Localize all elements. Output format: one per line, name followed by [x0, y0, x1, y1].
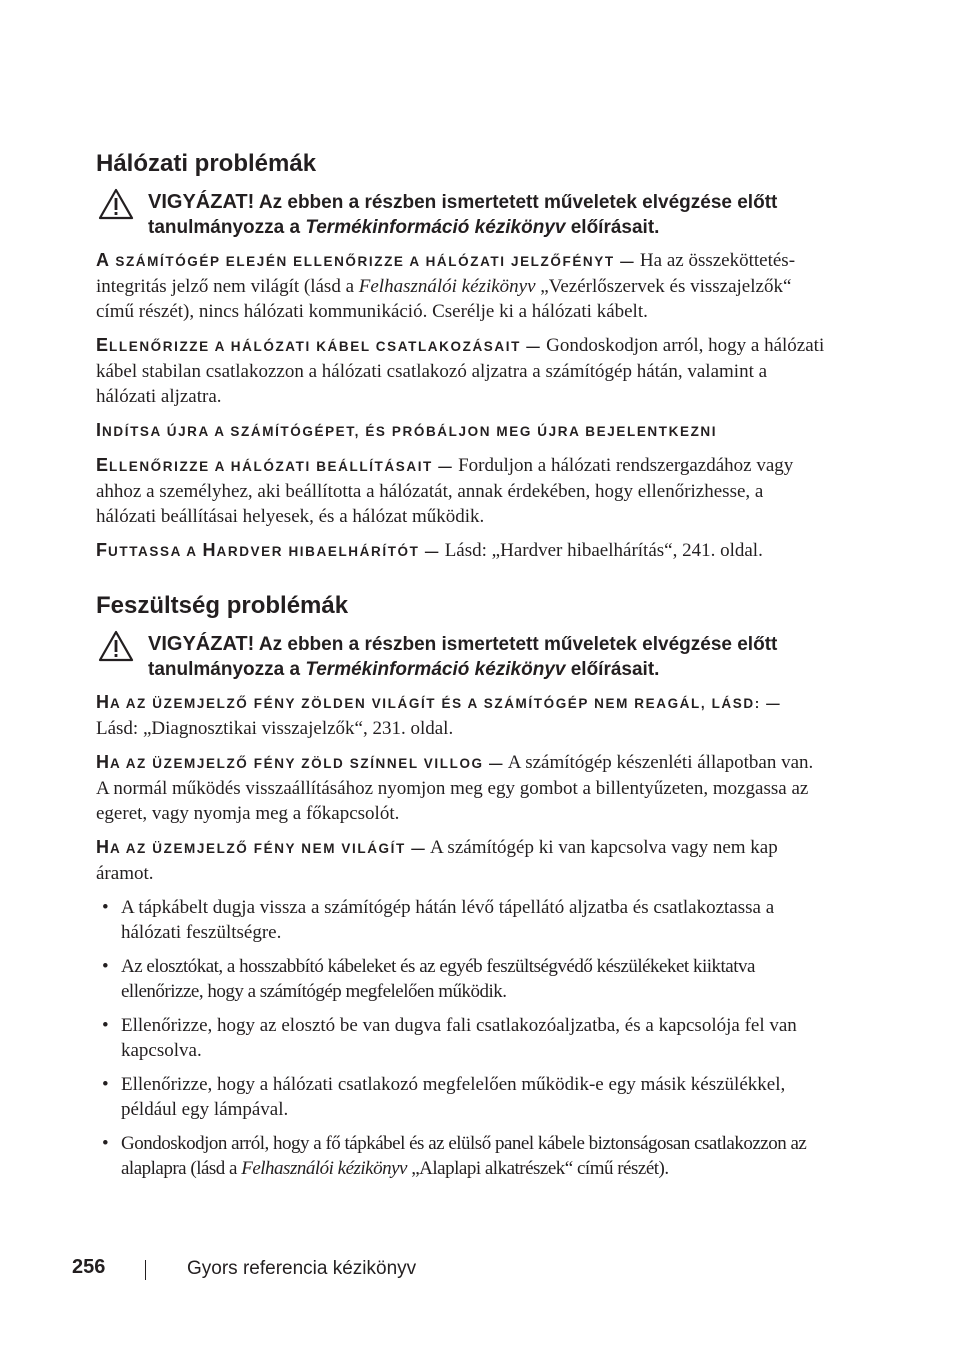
list-item: • Ellenőrizze, hogy az elosztó be van dugva fali csatlakozóaljzatba, és a kapcsolója fel van kapcsolva.	[102, 1015, 797, 1061]
footer-divider	[145, 1260, 146, 1280]
list-item: • Gondoskodjon arról, hogy a fő tápkábel és az elülső panel kábele biztonságosan csatlakozzon az alaplapra (lásd a Felhasználói kézikönyv „Alaplapi alkatrészek“ című részét).	[102, 1133, 807, 1179]
item-heading: A SZÁMÍTÓGÉP ELEJÉN ELLENŐRIZZE A HÁLÓZATI JELZŐFÉNYT —	[96, 250, 636, 270]
page-content	[96, 150, 826, 1190]
footer-title: Gyors referencia kézikönyv	[187, 1258, 417, 1279]
warning-triangle-icon	[98, 630, 134, 662]
troubleshoot-item: ELLENŐRIZZE A HÁLÓZATI BEÁLLÍTÁSAIT — Forduljon a hálózati rendszergazdához vagy ahhoz a személyhez, aki beállította a hálózatát, annak érdekében, hogy ellenőrizhesse, a hálózati beállításai helyesek, és a hálózat működik.	[96, 455, 794, 527]
troubleshoot-item	[96, 418, 826, 444]
item-heading: ELLENŐRIZZE A HÁLÓZATI KÁBEL CSATLAKOZÁSAIT —	[96, 335, 542, 355]
item-heading: HA AZ ÜZEMJELZŐ FÉNY NEM VILÁGÍT —	[96, 837, 427, 857]
list-item: • Az elosztókat, a hosszabbító kábeleket és az egyéb feszültségvédő készülékeket kiiktatva ellenőrizze, hogy a számítógép megfelelően működik.	[102, 956, 755, 1002]
troubleshoot-item: HA AZ ÜZEMJELZŐ FÉNY ZÖLD SZÍNNEL VILLOG — A számítógép készenléti állapotban van. A normál működés visszaállításához nyomjon meg egy gombot a billentyűzeten, mozgassa az egeret, vagy nyomja meg a főkapcsolót.	[96, 752, 814, 824]
bullet-icon: •	[102, 897, 109, 918]
power-checklist	[96, 895, 826, 1181]
bullet-icon: •	[102, 956, 109, 977]
list-item: • Ellenőrizze, hogy a hálózati csatlakozó megfelelően működik-e egy másik készülékkel, például egy lámpával.	[102, 1074, 786, 1120]
item-heading: FUTTASSA A HARDVER HIBAELHÁRÍTÓT —	[96, 540, 440, 560]
page-footer	[72, 1256, 772, 1286]
section-title-power: Feszültség problémák	[96, 592, 349, 619]
warning-triangle-icon	[98, 188, 134, 220]
caution-note: VIGYÁZAT! Az ebben a részben ismertetett műveletek elvégzése előtt tanulmányozza a Termékinformáció kézikönyv előírásait.	[96, 632, 826, 682]
troubleshoot-item: HA AZ ÜZEMJELZŐ FÉNY NEM VILÁGÍT — A számítógép ki van kapcsolva vagy nem kap áramot.	[96, 837, 778, 884]
item-heading: HA AZ ÜZEMJELZŐ FÉNY ZÖLD SZÍNNEL VILLOG —	[96, 752, 505, 772]
caution-label: VIGYÁZAT!	[148, 633, 255, 655]
troubleshoot-item: A SZÁMÍTÓGÉP ELEJÉN ELLENŐRIZZE A HÁLÓZATI JELZŐFÉNYT — Ha az összeköttetés-integritás jelző nem világít (lásd a Felhasználói kézikönyv „Vezérlőszervek és visszajelzők“ című részét), nincs hálózati kommunikáció. Cserélje ki a hálózati kábelt.	[96, 250, 796, 322]
troubleshoot-item: HA AZ ÜZEMJELZŐ FÉNY ZÖLDEN VILÁGÍT ÉS A SZÁMÍTÓGÉP NEM REAGÁL, LÁSD: — Lásd: „Diagnosztikai visszajelzők“, 231. oldal.	[96, 692, 782, 739]
caution-label: VIGYÁZAT!	[148, 191, 255, 213]
troubleshoot-item: FUTTASSA A HARDVER HIBAELHÁRÍTÓT — Lásd: „Hardver hibaelhárítás“, 241. oldal.	[96, 540, 763, 561]
bullet-icon: •	[102, 1133, 109, 1154]
page-number: 256	[72, 1256, 106, 1278]
bullet-icon: •	[102, 1074, 109, 1095]
troubleshoot-item: ELLENŐRIZZE A HÁLÓZATI KÁBEL CSATLAKOZÁSAIT — Gondoskodjon arról, hogy a hálózati kábel stabilan csatlakozzon a hálózati csatlakozó aljzatra a számítógép hátán, valamint a hálózati aljzatra.	[96, 335, 825, 407]
section-title-network: Hálózati problémák	[96, 150, 317, 177]
item-heading: HA AZ ÜZEMJELZŐ FÉNY ZÖLDEN VILÁGÍT ÉS A SZÁMÍTÓGÉP NEM REAGÁL, LÁSD: —	[96, 692, 782, 712]
item-heading: ELLENŐRIZZE A HÁLÓZATI BEÁLLÍTÁSAIT —	[96, 455, 454, 475]
bullet-icon: •	[102, 1015, 109, 1036]
item-heading: INDÍTSA ÚJRA A SZÁMÍTÓGÉPET, ÉS PRÓBÁLJON MEG ÚJRA BEJELENTKEZNI	[96, 420, 718, 440]
list-item: • A tápkábelt dugja vissza a számítógép hátán lévő tápellátó aljzatba és csatlakoztassa a hálózati feszültségre.	[102, 897, 775, 943]
caution-note: VIGYÁZAT! Az ebben a részben ismertetett műveletek elvégzése előtt tanulmányozza a Termékinformáció kézikönyv előírásait.	[96, 190, 826, 240]
